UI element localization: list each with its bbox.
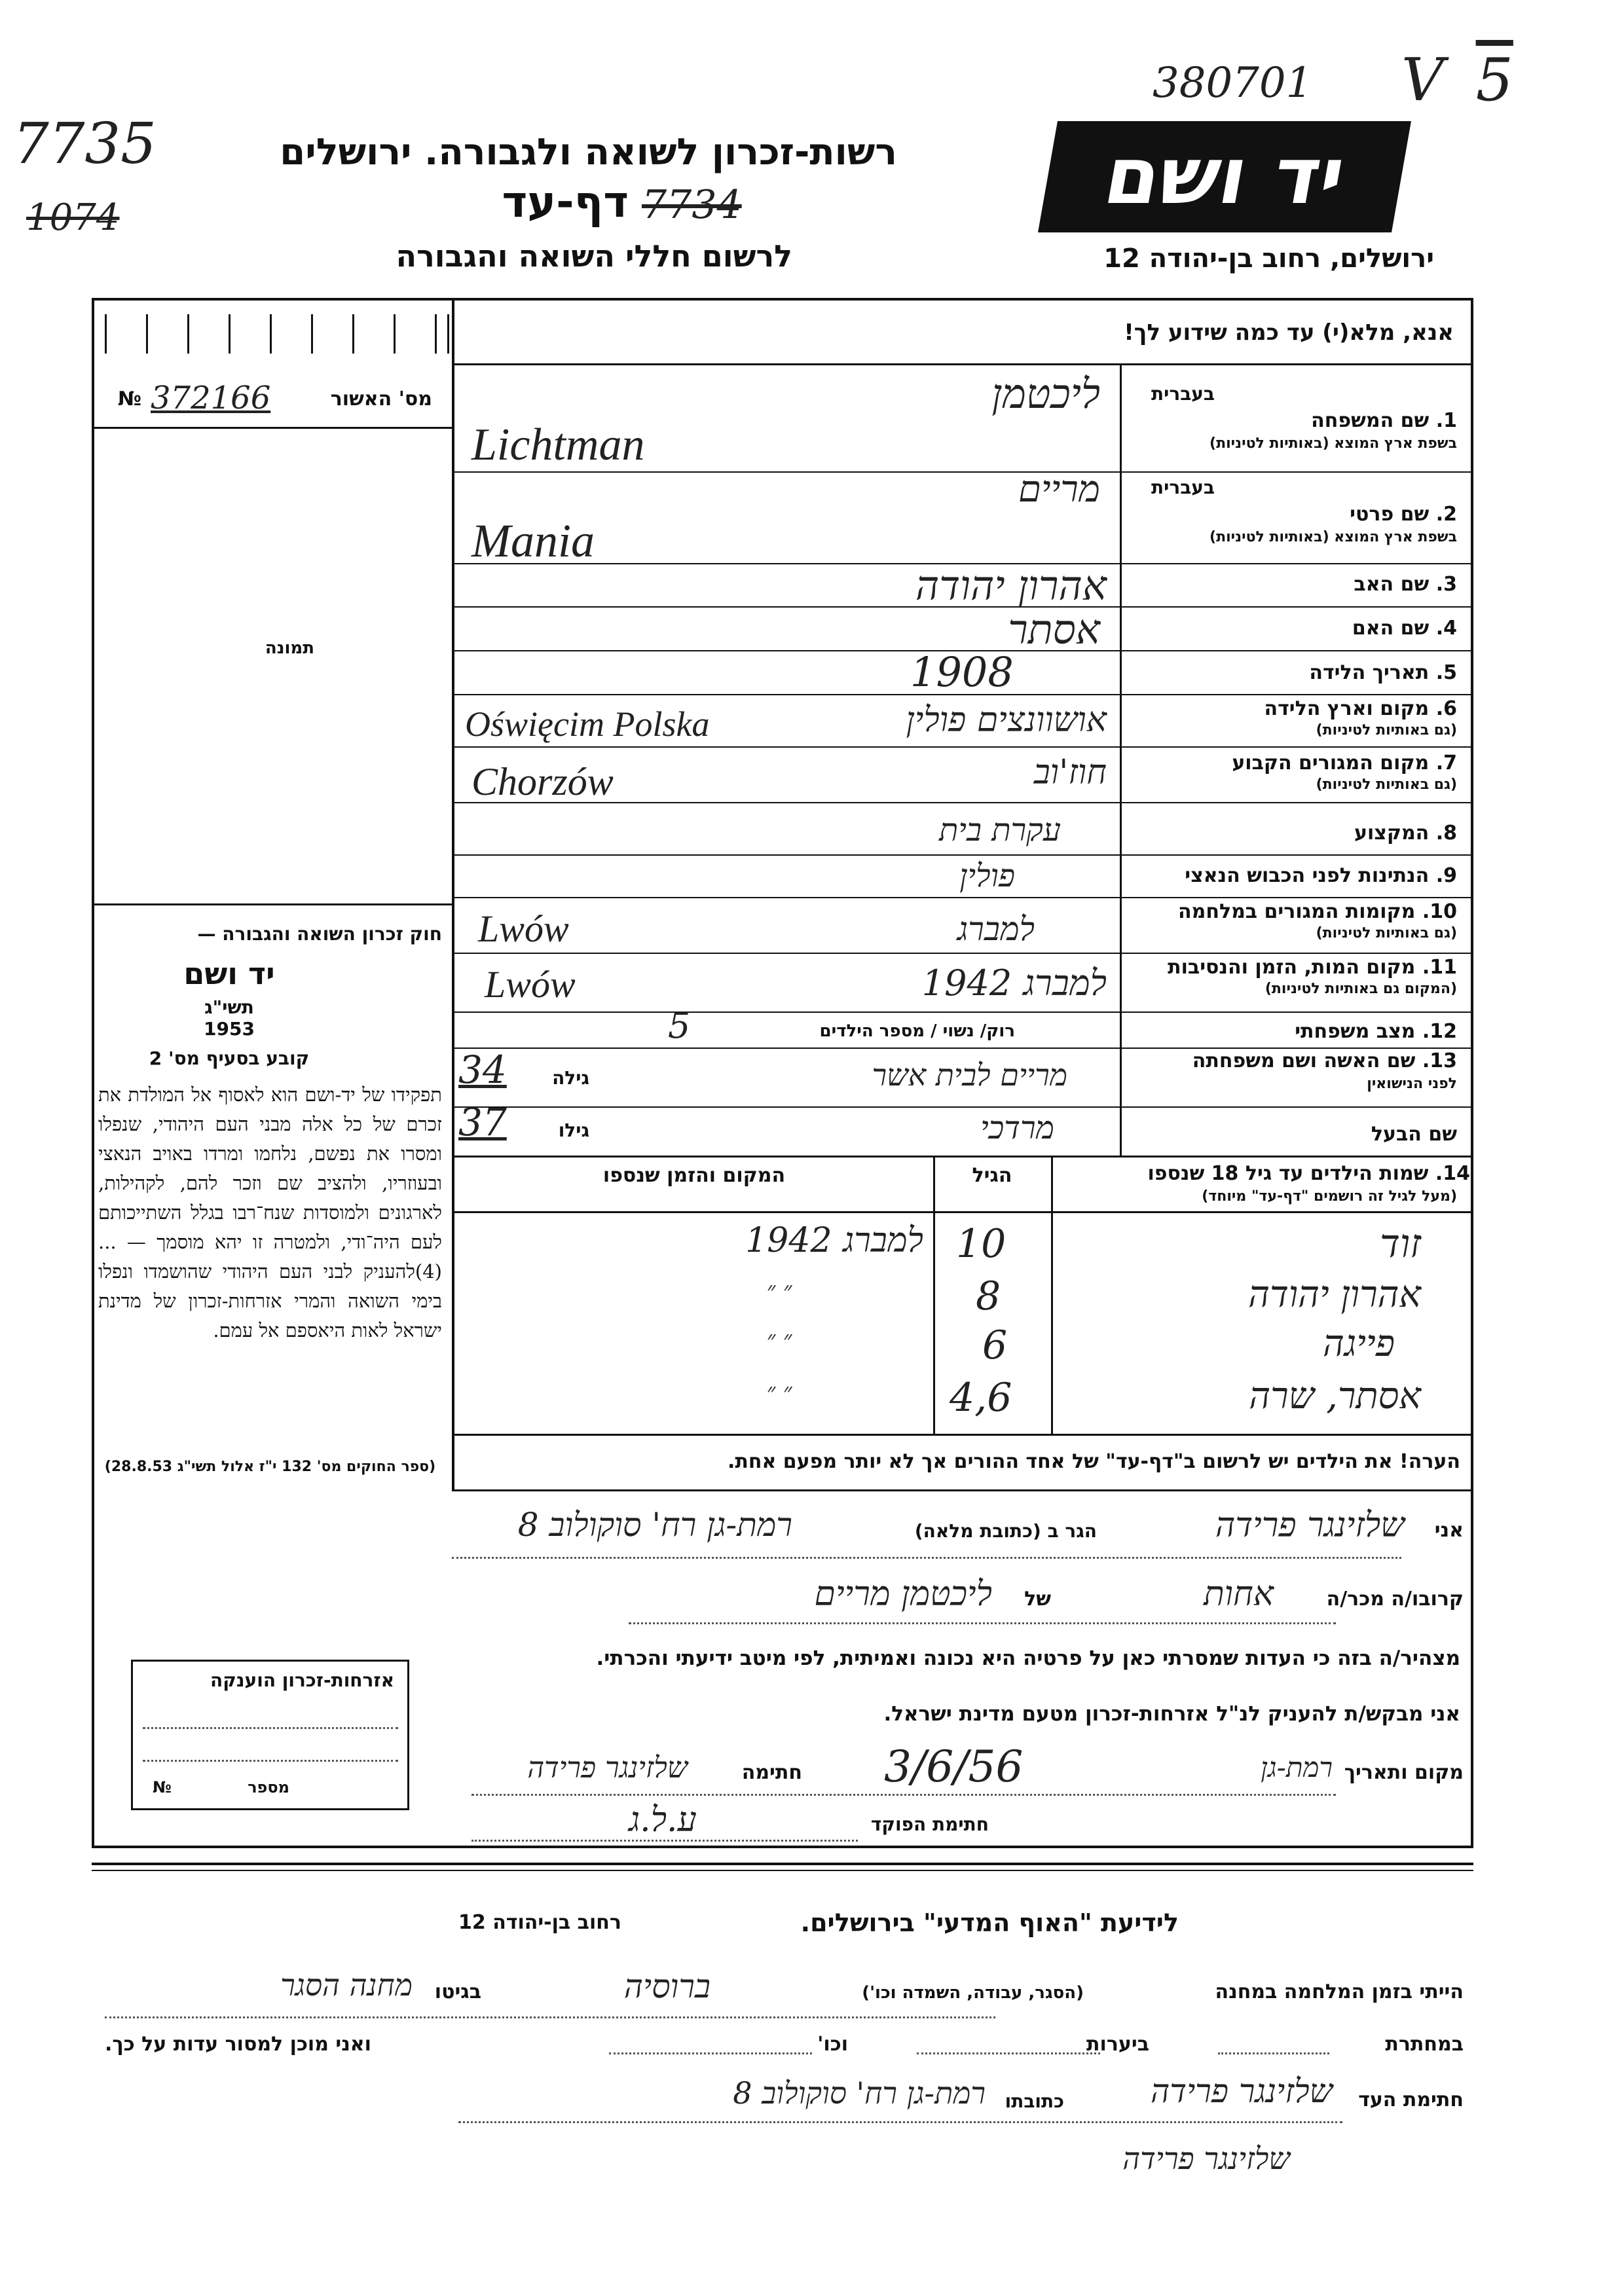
child-name: פייגה (1322, 1322, 1395, 1365)
child-name: אסתר, שרה (1249, 1375, 1421, 1417)
field-12-label (1130, 1020, 1457, 1043)
child-place: ״ ״ (766, 1379, 792, 1406)
intro-divider (452, 363, 1473, 365)
declaration-line-3 (452, 1741, 1464, 1800)
field-1-num: 1. (1435, 409, 1457, 432)
field-5-name: תאריך הלידה (1309, 661, 1430, 684)
yad-vashem-logo (1038, 121, 1411, 232)
husband-value: מרדכי (980, 1110, 1054, 1146)
field-10-sub: (גם באותיות לטיניות) (1316, 925, 1457, 941)
husband-label: שם הבעל (1371, 1123, 1457, 1146)
row-divider (452, 897, 1473, 898)
field-5-value: 1908 (910, 648, 1014, 696)
field-5-num: 5. (1435, 661, 1457, 684)
approval-row (105, 380, 445, 419)
certificate-number-label: מספר (248, 1778, 289, 1796)
field-1-sub: בשפת ארץ המוצא (באותיות לטיניות) (1209, 435, 1457, 452)
certificate-box (131, 1660, 409, 1810)
field-10-num: 10. (1422, 900, 1457, 923)
institute-title: לידיעת "האוף המדעי" בירושלים. (800, 1908, 1179, 1937)
field-6-value-heb: אושוונצים פולין (906, 701, 1107, 740)
field-7-value-lat: Chorzów (471, 760, 614, 803)
children-header-divider (452, 1211, 1473, 1213)
field-4-label (1130, 617, 1457, 640)
law-ref: (ספר החוקים מס' 132 י"ז אלול תשי"ג 28.8.53) (104, 1459, 436, 1475)
field-3-value: אהרון יהודה (915, 562, 1107, 610)
archive-number: 380701 (1153, 59, 1313, 107)
label-column-divider (1120, 365, 1122, 1157)
field-12-children: 5 (668, 1005, 691, 1046)
field-11-name: מקום המות, הזמן והנסיבות (1168, 956, 1416, 979)
field-4-num: 4. (1435, 617, 1457, 640)
institute-underground: במחתרת (1385, 2033, 1464, 2056)
declaration-dotted-2 (629, 1622, 1336, 1624)
field-6-num: 6. (1435, 697, 1457, 720)
field-2-label (1130, 503, 1457, 526)
field-13-num: 13. (1422, 1049, 1457, 1072)
institute-line-2 (105, 2026, 1464, 2072)
institute-dotted-5 (458, 2121, 1342, 2123)
field-6-label (1130, 697, 1457, 720)
relation-value: אחות (1204, 1575, 1274, 1614)
row-divider (452, 1048, 1473, 1049)
institute-dotted-4 (609, 2052, 812, 2054)
approval-number: 372166 (151, 380, 271, 416)
law-title: חוק זכרון השואה והגבורה — (197, 923, 442, 945)
witness-address: רמת-גן רח' סוקולוב 8 (733, 2075, 986, 2111)
children-row (452, 1273, 1473, 1322)
field-1-name: שם המשפחה (1311, 409, 1430, 432)
approval-boxes (105, 314, 445, 360)
place-date-label: מקום ותאריך (1344, 1761, 1464, 1784)
of-whom-value: ליכטמן מריים (814, 1575, 992, 1614)
officer-label: חתימת הפוקד (870, 1813, 989, 1835)
field-3-label (1130, 573, 1457, 596)
child-place: למברג 1942 (745, 1221, 923, 1260)
field-13-sub: לפני הנישואין (1367, 1076, 1457, 1092)
field-6-sub: (גם באותיות לטיניות) (1316, 722, 1457, 738)
institute-dotted-1 (105, 2016, 995, 2018)
field-13-name: שם האשה ושם משפחתה (1192, 1049, 1416, 1072)
photo-divider (94, 903, 452, 905)
law-name: יד ושם (183, 956, 275, 991)
field-10-value-heb: למברג (957, 910, 1035, 948)
declaration-statement: מצהיר/ה בזה כי העדות שמסרתי כאן על פרטיה היא נכונה ואמיתית, לפי מיטב ידיעתי והכרתי. (596, 1647, 1460, 1670)
children-row (452, 1221, 1473, 1270)
field-10-label (1130, 900, 1457, 923)
field-5-label (1130, 661, 1457, 684)
org-line: רשות-זכרון לשואה ולגבורה. ירושלים (280, 131, 897, 173)
field-11-value-heb: למברג 1942 (921, 962, 1107, 1004)
certificate-line-1 (143, 1727, 398, 1729)
field-7-name: מקום המגורים הקבוע (1232, 752, 1430, 774)
field-8-label (1130, 822, 1457, 845)
institute-address: רחוב בן-יהודה 12 (458, 1911, 621, 1934)
child-age: 8 (976, 1273, 1001, 1319)
row-divider (452, 1156, 1473, 1157)
left-ref-number-2: 1074 (26, 196, 120, 239)
struck-number: 7734 (642, 182, 742, 228)
field-1-value-heb: ליכטמן (991, 370, 1100, 418)
field-13-label (1130, 1049, 1457, 1072)
field-11-num: 11. (1422, 956, 1457, 979)
declaration-line-2 (452, 1575, 1464, 1627)
institute-divider-top (92, 1863, 1473, 1865)
signature-value: שלזינגר פרידה (527, 1751, 688, 1785)
field-12-num: 12. (1422, 1020, 1457, 1043)
field-11-value-lat: Lwów (485, 963, 576, 1006)
law-clause: קובע בסעיף מס' 2 (149, 1048, 310, 1069)
declaration-request: אני מבקש/ת להעניק לנ"ל אזרחות-זכרון מטעם מדינת ישראל. (883, 1702, 1460, 1726)
field-7-num: 7. (1435, 752, 1457, 774)
field-13-value: מריים לבית אשר (872, 1057, 1067, 1093)
field-12-name: מצב משפחתי (1295, 1020, 1416, 1043)
approval-no-sign: № (118, 388, 142, 410)
field-1-hebrew-hint: בעברית (1151, 383, 1215, 405)
institute-line1-a: הייתי בזמן המלחמה במחנה (1215, 1980, 1464, 2003)
child-age: 6 (982, 1322, 1008, 1368)
row-divider (452, 746, 1473, 748)
approval-box (105, 314, 449, 354)
child-place: ״ ״ (766, 1326, 792, 1353)
row-divider (452, 953, 1473, 954)
row-divider (452, 854, 1473, 856)
children-title: 14. שמות הילדים עד גיל 18 שנספו (1147, 1162, 1470, 1185)
header-subtitle: לרשום חללי השואה והגבורה (396, 238, 792, 274)
children-place-header: המקום והזמן שנספו (602, 1164, 786, 1187)
officer-signature: ע.ל.ג (629, 1800, 697, 1840)
field-3-num: 3. (1435, 573, 1457, 596)
field-6-name: מקום וארץ הלידה (1264, 697, 1430, 720)
declarant-address: רמת-גן רח' סוקולוב 8 (517, 1506, 792, 1544)
signature-label: חתימה (741, 1761, 802, 1784)
row-divider (452, 1011, 1473, 1013)
officer-dotted (471, 1840, 858, 1842)
approval-label: מס' האשור (330, 388, 432, 410)
child-name: זוד (1379, 1221, 1421, 1267)
certificate-no-sign: № (153, 1778, 172, 1796)
doc-title-row (393, 177, 877, 229)
field-13-age-label: גילה (552, 1067, 589, 1089)
field-11-sub: (המקום גם באותיות לטיניות) (1264, 981, 1457, 997)
field-10-value-lat: Lwów (478, 907, 569, 950)
ghetto-value: מחנה הסגר (280, 1967, 413, 2003)
field-7-label (1130, 752, 1457, 774)
field-10-name: מקומות המגורים במלחמה (1178, 900, 1416, 923)
field-2-num: 2. (1435, 503, 1457, 526)
institute-line-1 (105, 1967, 1464, 2020)
field-8-name: המקצוע (1354, 822, 1430, 845)
declaration-dotted-1 (452, 1557, 1401, 1559)
field-9-label (1130, 864, 1457, 887)
field-12-status: רוק/ נשוי / מספר הילדים (819, 1021, 1015, 1041)
law-year: 1953 (204, 1018, 255, 1040)
field-4-name: שם האם (1352, 617, 1430, 640)
left-ref-number: 7735 (13, 111, 157, 177)
institute-title-row (458, 1908, 1179, 1948)
intro-text: אנא, מלא(י) עד כמה שידוע לך! (1124, 319, 1454, 346)
field-2-hebrew-hint: בעברית (1151, 477, 1215, 498)
children-title-sub: (מעל לגיל זה רושמים "דף-עד" מיוחד) (1202, 1188, 1457, 1205)
declaration-i-label: אני (1434, 1519, 1464, 1542)
husband-age: 37 (458, 1100, 507, 1144)
field-1-label (1130, 409, 1457, 432)
photo-label: תמונה (265, 638, 314, 658)
witness-label: חתימת העד (1358, 2088, 1464, 2111)
husband-age-label: גילו (558, 1120, 589, 1141)
witness-signature: שלזינגר פרידה (1150, 2072, 1333, 2110)
institute-line-3 (105, 2072, 1464, 2124)
doc-title: דף-עד (502, 177, 629, 227)
certificate-title: אזרחות-זכרון הוענקה (210, 1669, 394, 1691)
archive-mark-letter: V (1401, 46, 1444, 115)
declaration-resides-label: הגר ב (כתובת מלאה) (914, 1520, 1097, 1542)
logo-text: יד ושם (1098, 131, 1352, 222)
field-6-value-lat: Oświęcim Polska (465, 704, 710, 744)
children-bottom-divider (452, 1434, 1473, 1436)
institute-forests: ביערות (1086, 2033, 1149, 2056)
extra-signature: שלזינגר פרידה (1122, 2141, 1290, 2176)
child-name: אהרון יהודה (1248, 1273, 1421, 1316)
certificate-line-2 (143, 1760, 398, 1762)
child-age: 4,6 (950, 1375, 1012, 1421)
declaration-line-1 (452, 1506, 1464, 1558)
field-2-name: שם פרטי (1350, 503, 1430, 526)
approval-divider (94, 427, 452, 429)
note-divider (452, 1489, 1473, 1491)
field-13-age: 34 (458, 1048, 507, 1092)
institute-camp: ברוסיה (623, 1967, 710, 2005)
field-9-name: הנתינות לפני הכבוש הנאצי (1185, 864, 1430, 887)
declaration-dotted-3 (471, 1794, 1336, 1796)
ghetto-label: בגיטו (434, 1980, 481, 2003)
child-place: ״ ״ (766, 1277, 792, 1304)
relation-label: קרובו/ה מכר/ה (1326, 1588, 1464, 1611)
law-year-row (98, 996, 360, 1040)
children-note: הערה! את הילדים יש לרשום ב"דף-עד" של אחד ההורים אך לא יותר מפעם אחת. (727, 1450, 1460, 1473)
witness-address-label: כתובתו (1005, 2090, 1064, 2112)
institute-line1-b: (הסגר, עבודה, השמדה וכו') (862, 1983, 1084, 2003)
institute-divider-top-2 (92, 1870, 1473, 1871)
date-value: 3/6/56 (884, 1741, 1024, 1792)
field-1-value-lat: Lichtman (471, 420, 645, 470)
institute-dotted-3 (917, 2052, 1100, 2054)
of-label: של (1024, 1588, 1051, 1611)
field-8-num: 8. (1435, 822, 1457, 845)
law-text: תפקידו של יד-ושם הוא לאסוף אל המולדת את זכרם של כל אלה מבני העם היהודי, שנפלו ומסרו את נפשם, נלחמו ומרדו באויב הנאצי ובעוזריו, ולהציב שם וזכר להם, לקהילות, לארגונים ולמוסדות שנח־רבו בגלל השתייכותם לעם היה־ודי, ולמטרה זו יהא מוסמך — ...(4)להעניק לבני העם היהודי שהושמדו ונפלו בימי השואה והמרי אזרחות-זכרון של מדינת ישראל לאות היאספם אל עמם. (98, 1084, 442, 1341)
children-row (452, 1375, 1473, 1424)
field-2-value-lat: Mania (471, 515, 595, 567)
archive-mark (1401, 46, 1513, 115)
institute-dotted-2 (1218, 2052, 1329, 2054)
institute-ready: ואני מוכן למסור עדות על כך. (105, 2033, 371, 2056)
field-7-value-heb: חוז'וב (1033, 753, 1107, 792)
field-3-name: שם האב (1354, 573, 1430, 596)
row-divider (452, 1106, 1473, 1108)
law-year-heb: תשי"ג (204, 996, 254, 1018)
field-7-sub: (גם באותיות לטיניות) (1316, 776, 1457, 793)
place-value: רמת-גן (1261, 1751, 1333, 1783)
header-address: ירושלים, רחוב בן-יהודה 12 (1103, 244, 1434, 274)
declarant-name: שלזינגר פרידה (1215, 1506, 1405, 1545)
field-2-sub: בשפת ארץ המוצא (באותיות לטיניות) (1209, 529, 1457, 545)
field-8-value: עקרת בית (939, 812, 1061, 848)
institute-etc: וכו' (817, 2033, 848, 2056)
field-4-value: אסתר (1008, 606, 1100, 653)
field-9-num: 9. (1435, 864, 1457, 887)
children-age-header: הגיל (972, 1164, 1012, 1187)
field-11-label (1130, 956, 1457, 979)
children-row (452, 1322, 1473, 1372)
child-age: 10 (956, 1221, 1006, 1267)
archive-mark-suffix: 5 (1475, 46, 1513, 115)
field-2-value-heb: מריים (1018, 468, 1100, 511)
field-9-value: פולין (959, 858, 1015, 894)
